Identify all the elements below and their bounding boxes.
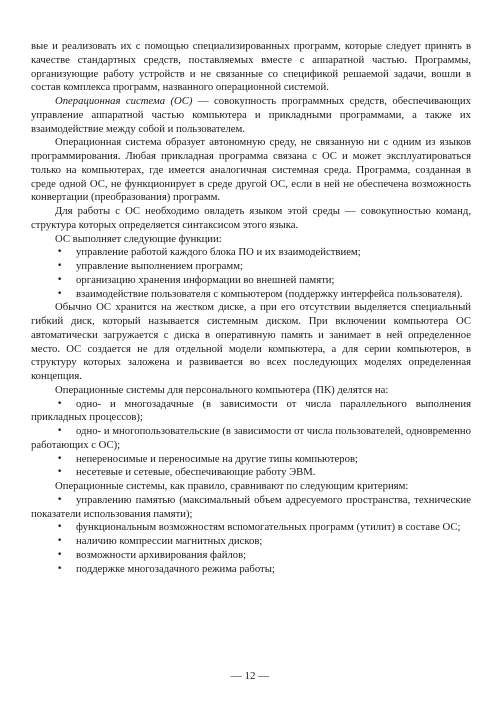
bullet-icon: •	[57, 453, 63, 464]
list-item	[31, 274, 471, 288]
criteria-intro: Операционные системы, как правило, сравнивают по следующим критериям:	[55, 480, 409, 492]
list-item-text: функциональным возможностям вспомогательных программ (утилит) в составе ОС;	[76, 521, 461, 534]
list-item	[31, 549, 471, 563]
page-number: — 12 —	[230, 670, 270, 682]
bullet-icon: •	[57, 467, 63, 478]
paragraph: Операционная система образует автономную среду, не связанную ни с одним из языков программирования. Любая прикладная программа связана с ОС и может эксплуатироваться только на компьютерах, где имеется аналогичная системная среда. Программа, созданная в среде одной ОС, не функционирует в среде другой ОС, если в ней не обеспечена возможность конвертации (преобразования) программ.	[31, 136, 471, 204]
criteria-list	[31, 494, 471, 577]
list-item	[31, 398, 471, 426]
bullet-icon: •	[57, 494, 63, 505]
bullet-icon: •	[57, 536, 63, 546]
bullet-icon: •	[57, 563, 63, 574]
functions-list	[31, 246, 471, 301]
page-body	[31, 40, 471, 576]
definition-paragraph	[31, 95, 471, 136]
bullet-icon: •	[57, 261, 63, 271]
bullet-icon: •	[57, 247, 63, 258]
list-item	[31, 425, 471, 453]
list-item	[31, 288, 471, 302]
bullet-icon: •	[57, 549, 63, 560]
list-item-text: управлению памятью (максимальный объем адресуемого пространства, технические показатели использования памяти);	[31, 493, 471, 520]
list-item-text: несетевые и сетевые, обеспечивающие работу ЭВМ.	[76, 466, 316, 479]
list-item-text: возможности архивирования файлов;	[76, 548, 247, 561]
bullet-icon: •	[57, 522, 63, 533]
list-item-text: взаимодействие пользователя с компьютером (поддержку интерфейса пользователя).	[76, 287, 463, 300]
bullet-icon: •	[57, 398, 63, 409]
list-item-text: организацию хранения информации во внешней памяти;	[76, 273, 335, 286]
list-item-text: непереносимые и переносимые на другие типы компьютеров;	[76, 452, 358, 465]
bullet-icon: •	[57, 426, 63, 436]
list-item-text: одно- и многозадачные (в зависимости от числа параллельного выполнения прикладных процессов);	[31, 397, 471, 424]
definition-term: Операционная система (ОС)	[55, 95, 193, 107]
list-item	[31, 260, 471, 274]
list-item-text: одно- и многопользовательские (в зависимости от числа пользователей, одновременно работающих с ОС);	[31, 425, 471, 451]
intro-paragraph: вые и реализовать их с помощью специализированных программ, которые следует принять в качестве стандартных средств, поставляемых вместе с аппаратной частью. Программы, организующие работу устройств и не связанные со спецификой решаемой задачи, вошли в состав комплекса программ, названного операционной системой.	[31, 40, 471, 94]
list-item	[31, 494, 471, 522]
list-item-text: поддержке многозадачного режима работы;	[76, 562, 275, 575]
storage-paragraph: Обычно ОС хранится на жестком диске, а при его отсутствии выделяется специальный гибкий диск, который называется системным диском. При включении компьютера ОС автоматически загружается с диска в оперативную память и занимает в ней определенное место. ОС создается не для отдельной модели компьютера, а для серии компьютеров, в структуру которых заложена и развивается во всех последующих моделях определенная концепция.	[31, 301, 471, 382]
list-item	[31, 521, 471, 535]
bullet-icon: •	[57, 274, 63, 285]
list-item-text: наличию компрессии магнитных дисков;	[76, 535, 263, 547]
list-item	[31, 246, 471, 260]
list-item	[31, 466, 471, 480]
list-item	[31, 563, 471, 577]
classes-list	[31, 398, 471, 481]
definition-text: — совокупность программных средств, обеспечивающих управление аппаратной частью компьютера и прикладными программами, а также их взаимодействие между собой и пользователем.	[31, 95, 471, 135]
list-item	[31, 535, 471, 549]
list-item	[31, 453, 471, 467]
bullet-icon: •	[57, 288, 63, 299]
functions-intro: ОС выполняет следующие функции:	[55, 232, 222, 245]
paragraph: Для работы с ОС необходимо овладеть языком этой среды — совокупностью команд, структура которых определяется синтаксисом этого языка.	[31, 205, 471, 231]
classes-intro: Операционные системы для персонального компьютера (ПК) делятся на:	[55, 383, 389, 396]
list-item-text: управление работой каждого блока ПО и их взаимодействием;	[76, 246, 361, 259]
list-item-text: управление выполнением программ;	[76, 260, 243, 272]
